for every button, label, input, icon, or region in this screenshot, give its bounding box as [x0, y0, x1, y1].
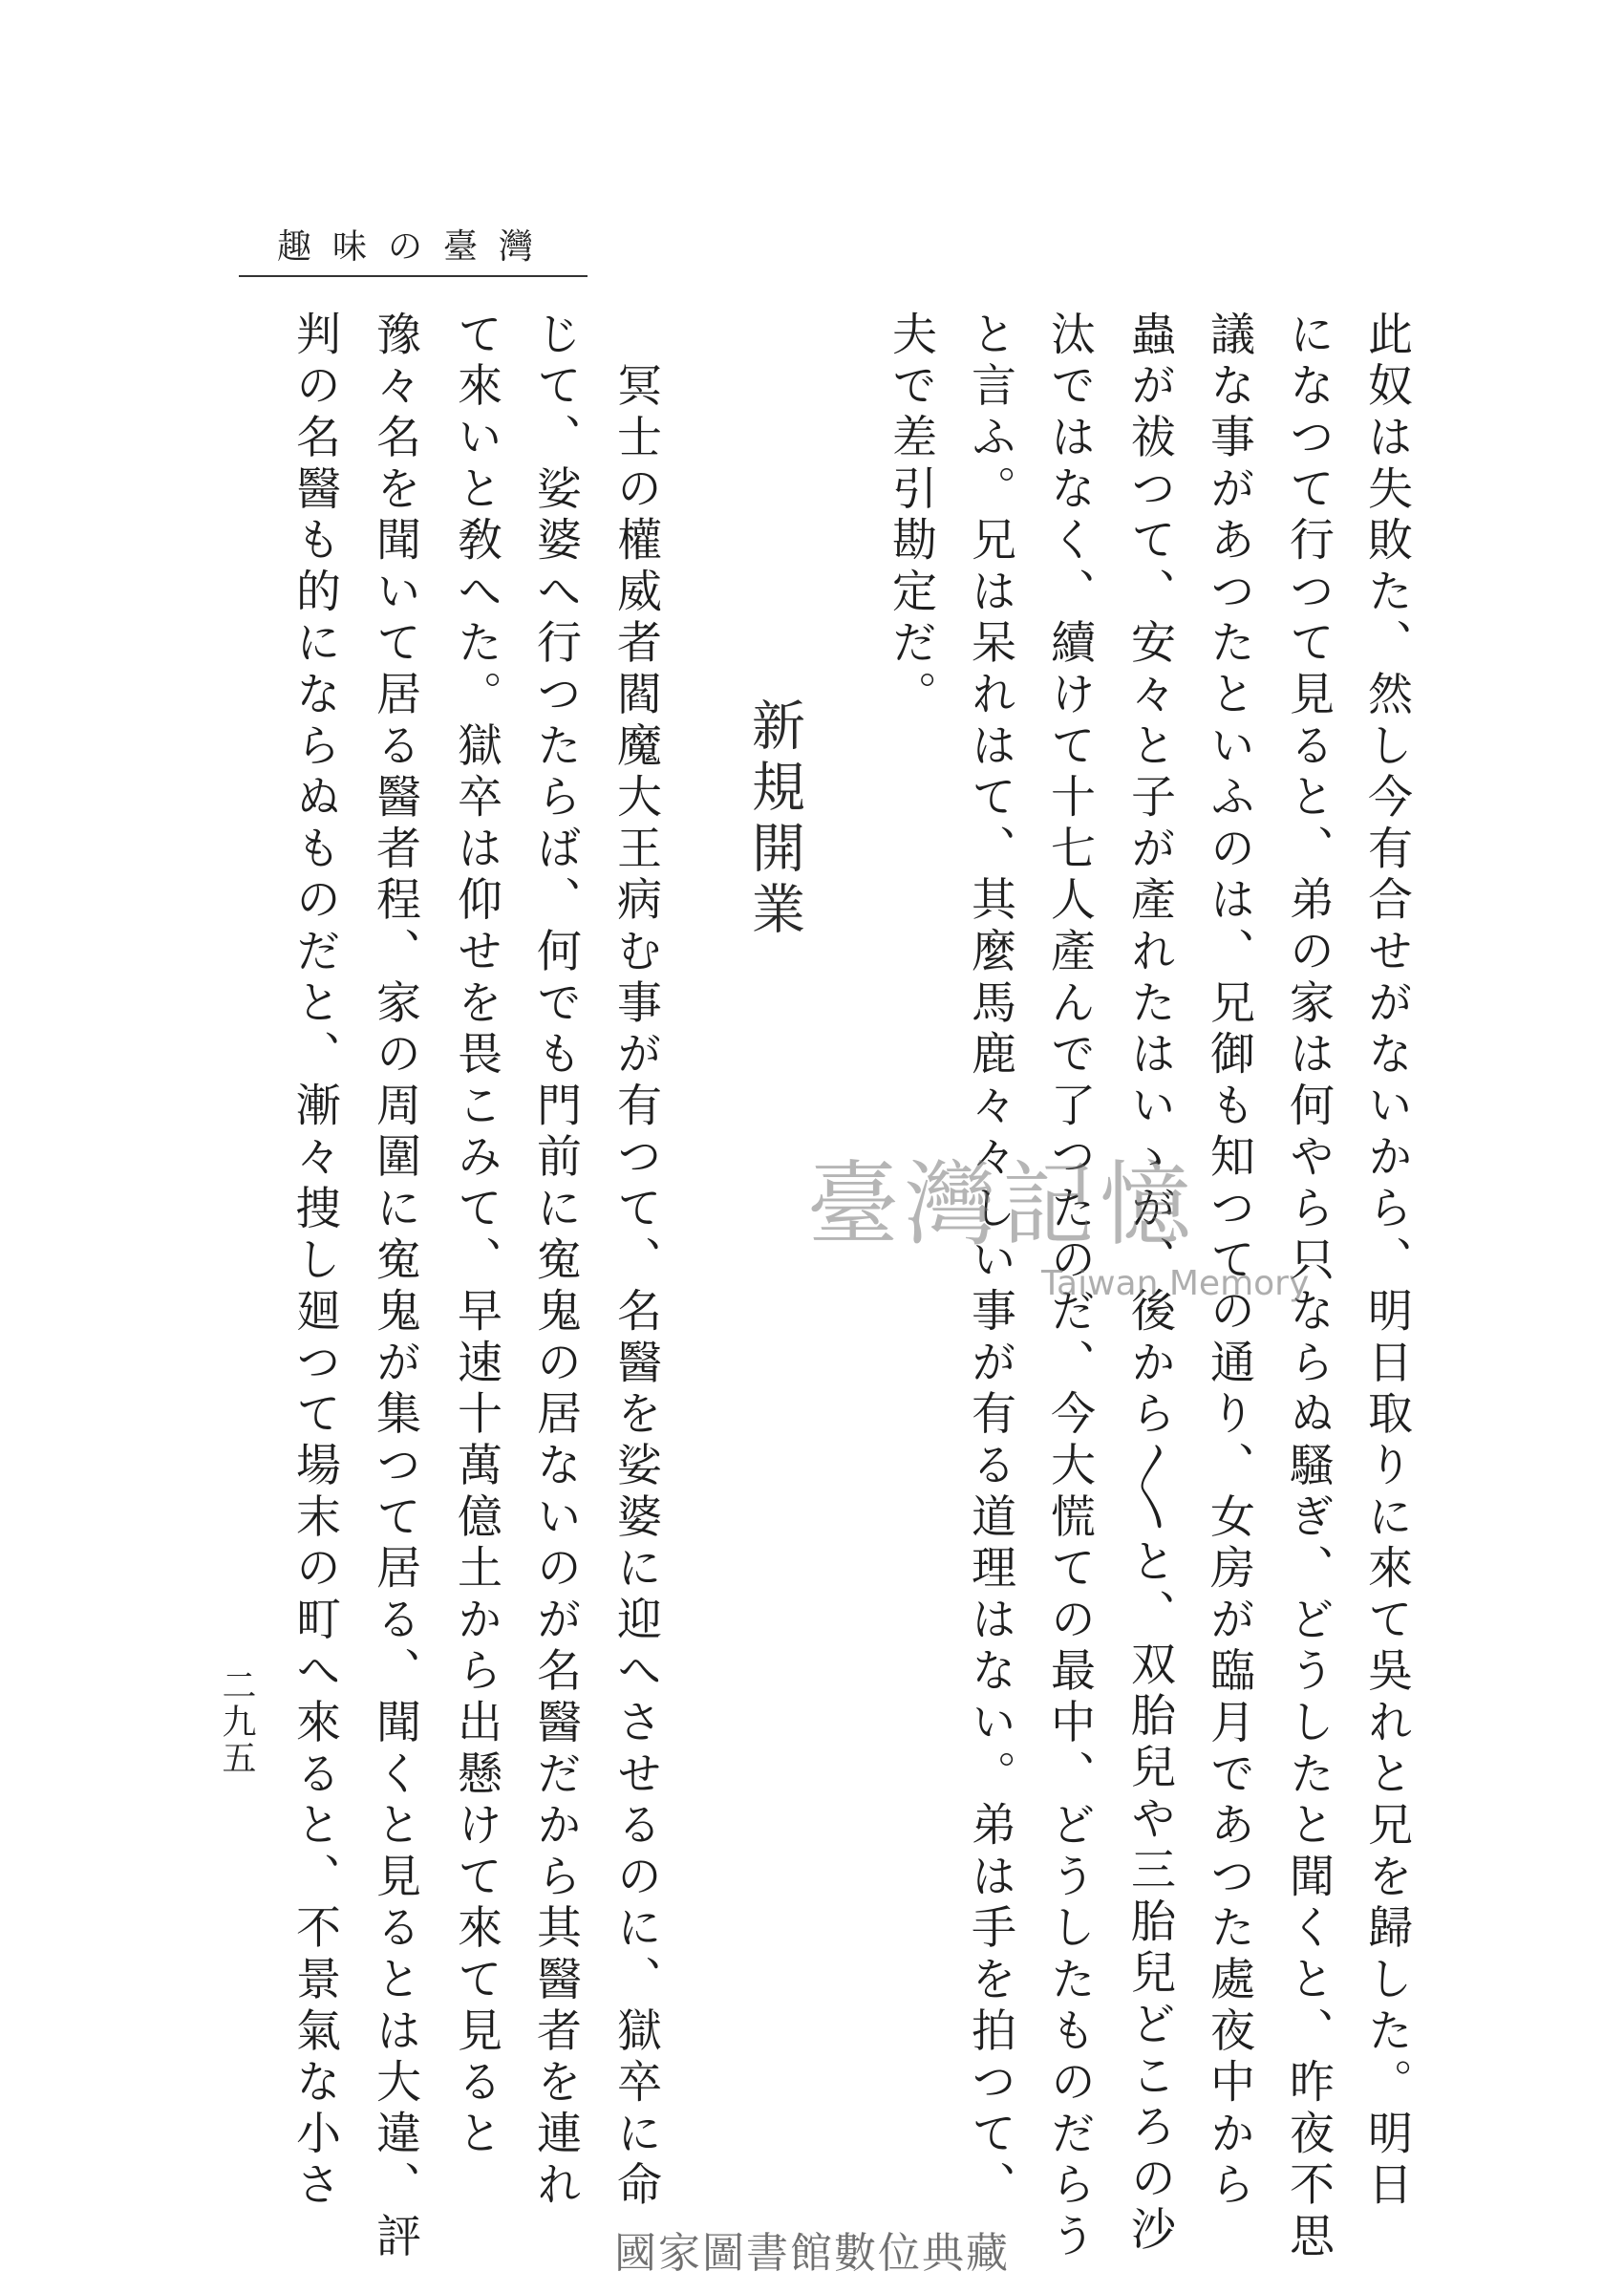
- running-head: 趣味の臺灣: [276, 227, 554, 267]
- footer-archive-label: 國家圖書館數位典藏: [614, 2229, 1010, 2278]
- text-column: 冥士の權威者閻魔大王病む事が有つて、名醫を娑婆に迎へさせるのに、獄卒に命: [609, 311, 662, 2213]
- text-column: 此奴は失敗た、然し今有合せがないから、明日取りに來て吳れと兄を歸した。明日: [1360, 311, 1413, 2213]
- text-column: じて、娑婆へ行つたらば、何でも門前に寃鬼の居ないのが名醫だから其醫者を連れ: [529, 311, 582, 2213]
- text-column: 議な事があつたといふのは、兄御も知つての通り、女房が臨月であつた處夜中から: [1203, 311, 1255, 2213]
- page-number: 二九五: [217, 1667, 256, 1776]
- text-column: 豫々名を聞いて居る醫者程、家の周圍に寃鬼が集つて居る、聞くと見るとは大違、評: [369, 311, 421, 2264]
- text-column: 夫で差引勘定だ。: [885, 311, 937, 722]
- watermark-text: 臺灣記憶: [807, 1151, 1197, 1258]
- text-column: 蟲が祓つて、安々と子が產れたはいゝが、後から〳〵と、双胎兒や三胎兒どころの沙: [1123, 311, 1176, 2258]
- section-title: 新規開業: [743, 697, 805, 942]
- text-column: になつて行つて見ると、弟の家は何やら只ならぬ騷ぎ、どうしたと聞くと、昨夜不思: [1282, 311, 1335, 2264]
- text-column: て來いと敎へた。獄卒は仰せを畏こみて、早速十萬億土から出懸けて來て見ると: [450, 311, 502, 2161]
- header-rule: [239, 275, 588, 277]
- text-column: 汰ではなく、續けて十七人產んで了つたのだ、今大慌ての最中、どうしたものだらう: [1043, 311, 1096, 2264]
- text-column: と言ふ。兄は呆れはて、其麼馬鹿々々しい事が有る道理はない。弟は手を拍つて、: [964, 311, 1016, 2213]
- watermark-logo: [807, 1132, 1310, 1314]
- text-column: 判の名醫も的にならぬものだと、漸々捜し廻つて場末の町へ來ると、不景氣な小さ: [288, 311, 341, 2213]
- watermark-subtitle: Taiwan Memory: [1041, 1264, 1310, 1303]
